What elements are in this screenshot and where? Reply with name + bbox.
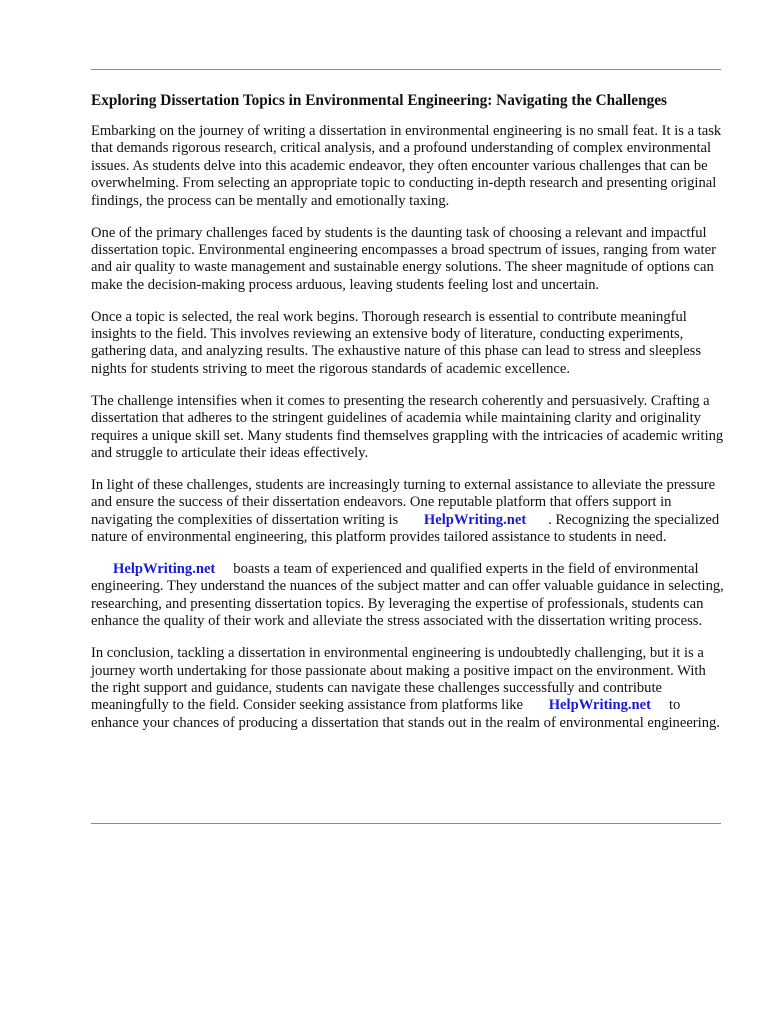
paragraph-assistance-text-after: . Recognizing the specialized nature of environmental engineering, this platform provides tailored assistance to students in need.: [91, 511, 720, 546]
paragraph-assistance: [91, 477, 727, 547]
paragraph-research: Once a topic is selected, the real work begins. Thorough research is essential to contribute meaningful insights to the field. This involves reviewing an extensive body of literature, conducting experiments, gathering data, and analyzing results. The exhaustive nature of this phase can lead to stress and sleepless nights for students striving to meet the rigorous standards of academic excellence.: [91, 308, 702, 377]
paragraph-conclusion: [91, 645, 727, 732]
paragraph-intro: Embarking on the journey of writing a dissertation in environmental engineering is no small feat. It is a task that demands rigorous research, critical analysis, and a profound understanding of complex environmental issues. As students delve into this academic endeavor, they often encounter various challenges that can be overwhelming. From selecting an appropriate topic to conducting in-depth research and presenting original findings, the process can be mentally and emotionally taxing.: [91, 123, 722, 209]
paragraph-assistance-text-before: In light of these challenges, students are increasingly turning to external assistance to alleviate the pressure and ensure the success of their dissertation endeavors. One reputable platform that offers support in navigating the complexities of dissertation writing is: [91, 476, 716, 528]
bottom-divider: [91, 823, 721, 824]
paragraph-conclusion-text-before: In conclusion, tackling a dissertation in environmental engineering is undoubtedly challenging, but it is a journey worth undertaking for those passionate about making a positive impact on the environment. With the right support and guidance, students can navigate these challenges successfully and contribute meaningfully to the field. Consider seeking assistance from platforms like: [91, 645, 706, 714]
paragraph-platform: [91, 561, 727, 631]
paragraph-topic-challenge: One of the primary challenges faced by students is the daunting task of choosing a relevant and impactful dissertation topic. Environmental engineering encompasses a broad spectrum of issues, ranging from water and air quality to waste management and sustainable energy solutions. The sheer magnitude of options can make the decision-making process arduous, leaving students feeling lost and uncertain.: [91, 224, 716, 293]
paragraph-platform-text: boasts a team of experienced and qualified experts in the field of environmental engineering. They understand the nuances of the subject matter and can offer valuable guidance in selecting, researching, and presenting dissertation topics. By leveraging the expertise of professionals, students can enhance the quality of their work and alleviate the stress associated with the dissertation writing process.: [91, 561, 724, 630]
paragraph-conclusion-text-after: to enhance your chances of producing a dissertation that stands out in the realm of environmental engineering.: [91, 697, 720, 731]
paragraph-presentation: The challenge intensifies when it comes to presenting the research coherently and persuasively. Crafting a dissertation that adheres to the stringent guidelines of academia while maintaining clarity and originality requires a unique skill set. Many students find themselves grappling with the intricacies of academic writing and struggle to articulate their ideas effectively.: [91, 392, 724, 461]
helpwriting-link-2[interactable]: HelpWriting.net: [113, 561, 216, 578]
document-title: Exploring Dissertation Topics in Environmental Engineering: Navigating the Challenges: [91, 92, 667, 109]
helpwriting-link-3[interactable]: HelpWriting.net: [548, 697, 651, 714]
helpwriting-link-1[interactable]: HelpWriting.net: [423, 511, 527, 528]
top-divider: [91, 69, 721, 70]
document-body: [91, 92, 727, 747]
